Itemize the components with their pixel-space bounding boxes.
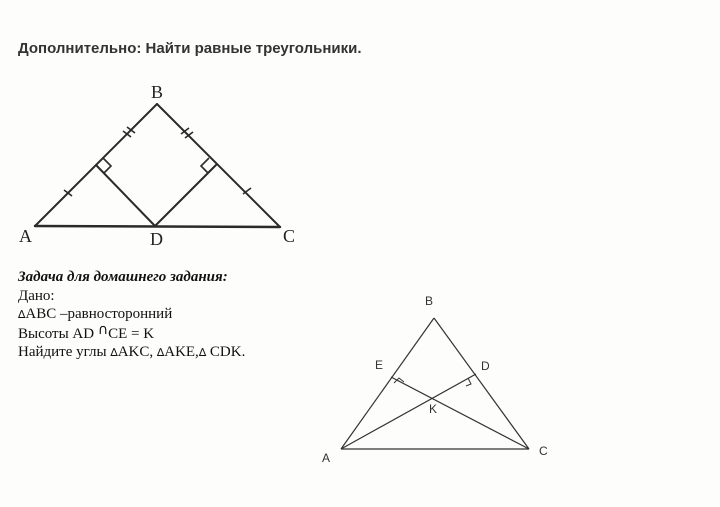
task-line-equilateral: ∆АВС –равносторонний bbox=[18, 306, 173, 322]
tick-marks bbox=[64, 127, 251, 196]
task-line-altitudes: Высоты AD ∩CE = K bbox=[18, 321, 155, 342]
vertex-label-a: A bbox=[19, 226, 32, 246]
task-given: Дано: bbox=[18, 287, 55, 304]
triangle-symbol: ∆ bbox=[198, 346, 207, 359]
figure-triangle-abc-2 bbox=[341, 318, 529, 449]
task-line-find-angles: Найдите углы ∆AKC, ∆AKE,∆ CDK. bbox=[18, 344, 246, 360]
altitude-ad bbox=[341, 374, 476, 449]
task-title: Задача для домашнего задания: bbox=[18, 269, 228, 285]
vertex2-label-c: C bbox=[539, 444, 548, 458]
altitude-ce bbox=[391, 377, 529, 449]
point-label-k: K bbox=[429, 402, 438, 416]
right-angle-marks bbox=[103, 158, 209, 173]
side-bc bbox=[157, 104, 280, 227]
page-heading: Дополнительно: Найти равные треугольники. bbox=[18, 40, 362, 57]
side-ac bbox=[35, 226, 280, 227]
triangle-symbol: ∆ bbox=[156, 346, 165, 359]
right-angle-mark-ab bbox=[103, 158, 111, 173]
vertex2-label-b: B bbox=[425, 294, 434, 308]
side-bc-2 bbox=[434, 318, 529, 449]
vertex2-label-d: D bbox=[481, 359, 490, 373]
right-angle-mark-bc bbox=[201, 158, 209, 173]
triangle-symbol: ∆ bbox=[110, 346, 118, 359]
homework-task bbox=[18, 268, 245, 363]
vertex-label-c: C bbox=[283, 226, 296, 246]
vertex-label-d: D bbox=[150, 229, 163, 249]
side-ab-2 bbox=[341, 318, 434, 449]
intersection-symbol: ∩ bbox=[97, 321, 109, 338]
vertex-label-b: B bbox=[151, 82, 164, 102]
vertex2-label-a: A bbox=[322, 451, 331, 465]
perpendicular-d-ab bbox=[96, 165, 155, 226]
perpendicular-d-bc bbox=[155, 165, 216, 226]
triangle-symbol: ∆ bbox=[18, 308, 26, 321]
vertex2-label-e: E bbox=[375, 358, 384, 372]
